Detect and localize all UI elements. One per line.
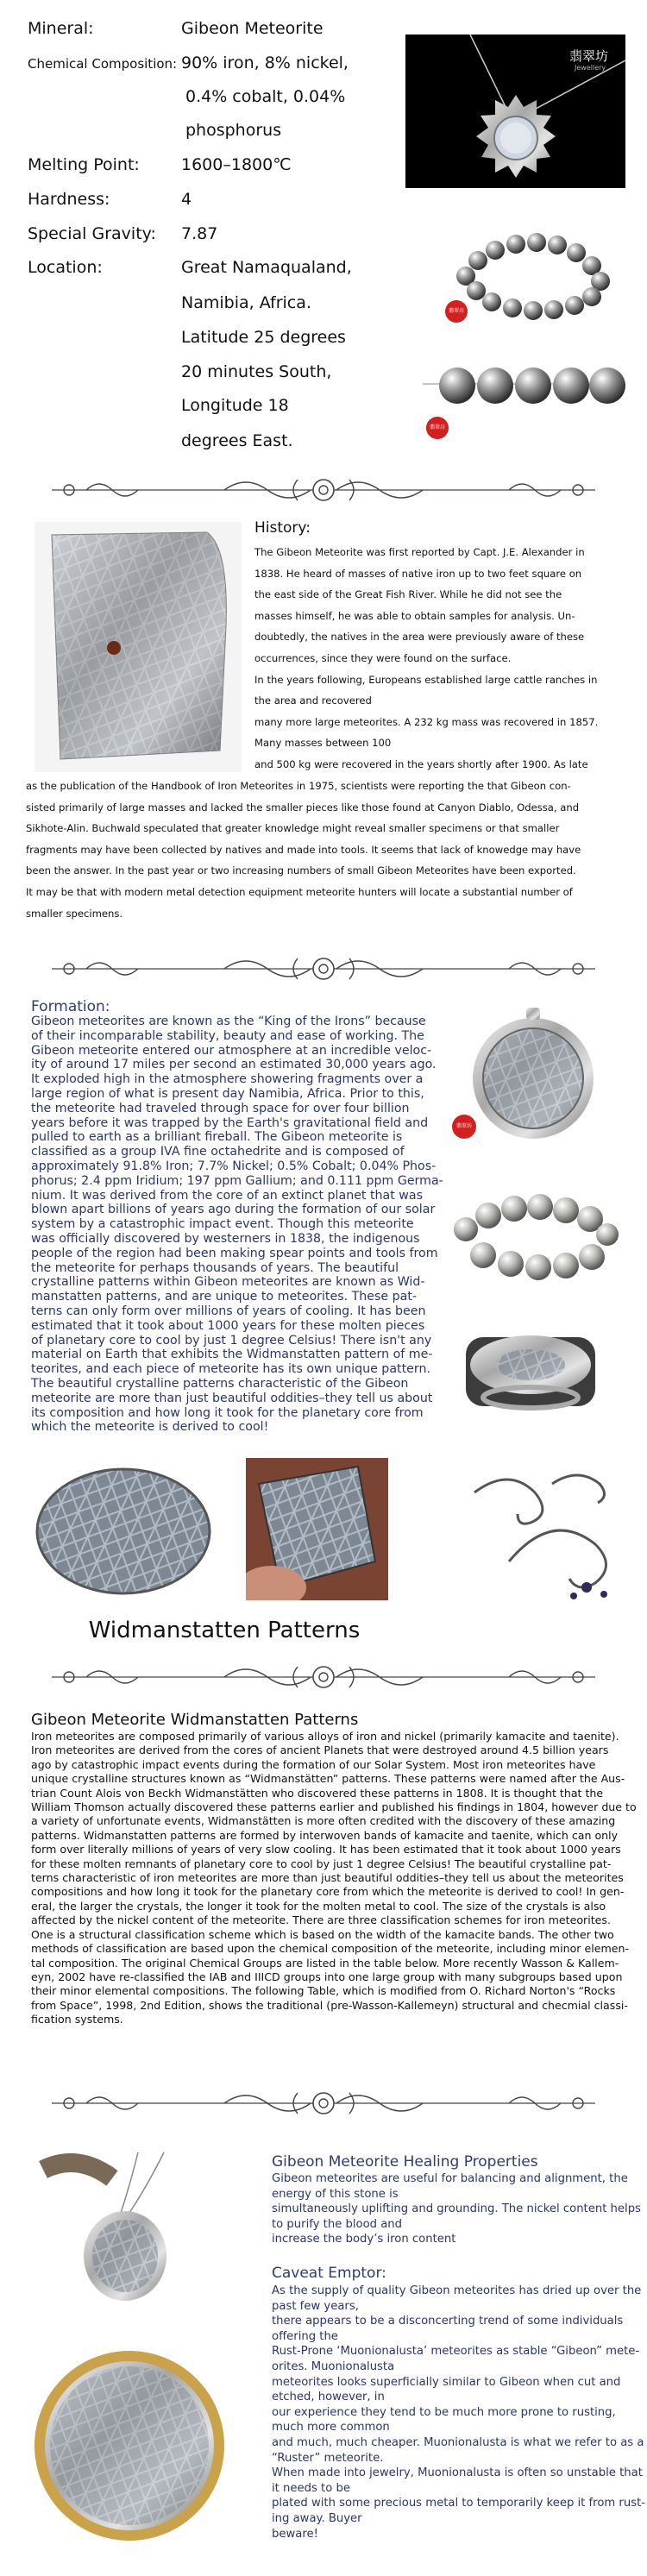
formation-text <box>31 1015 443 1435</box>
spec-value-composition-1: 90% iron, 8% nickel, <box>181 53 349 72</box>
formation-line: classified as a group IVA fine octahedrite and is composed of <box>31 1145 405 1159</box>
healing-line: simultaneously uplifting and grounding. The nickel content helps <box>272 2202 641 2216</box>
spec-label-mineral: Mineral: <box>28 19 94 38</box>
shop-stamp: 翡翠坊 <box>452 1115 476 1139</box>
history-line: occurrences, since they were found on the surface. <box>254 651 512 664</box>
formation-line: the meteorite had traveled through space for over four billion <box>31 1101 410 1115</box>
caveat-line: Rust-Prone ‘Muonionalusta’ meteorites as stable “Gibeon” mete- <box>272 2345 640 2359</box>
caveat-line: and much, much cheaper. Muonionalusta is what we refer to as a <box>272 2435 644 2449</box>
formation-line: pulled to earth as a brilliant fireball. The Gibeon meteorite is <box>31 1130 403 1145</box>
formation-line: of their incomparable stability, beauty and ease of working. The <box>31 1028 424 1043</box>
caveat-line: meteorites looks superficially similar to Gibeon when cut and <box>272 2375 621 2389</box>
widmanstatten-title: Gibeon Meteorite Widmanstatten Patterns <box>31 1711 359 1729</box>
caveat-line: As the supply of quality Gibeon meteorites has dried up over the <box>272 2284 642 2297</box>
widmanstatten-line: eral, the larger the crystals, the longer it took for the molten metal to cool. The size of the crystals is also <box>31 1899 606 1913</box>
widmanstatten-line: ago by catastrophic impact events during the formation of our Solar System. Most iron meteorites have <box>31 1757 596 1771</box>
ornament-divider <box>52 2086 595 2120</box>
formation-line: terns can only form over millions of years of cooling. It has been <box>31 1304 426 1318</box>
spec-label-melting: Melting Point: <box>28 155 140 174</box>
widmanstatten-line: tal composition. The original Chemical Groups are listed in the table below. More recently Wasson & Kallem- <box>31 1956 619 1970</box>
formation-line: Gibeon meteorites are known as the “King of the Irons” because <box>31 1015 426 1028</box>
history-line: as the publication of the Handbook of Iron Meteorites in 1975, scientists were reporting the that Gibeon con- <box>26 780 571 792</box>
oval-pendant-photo <box>26 2135 233 2312</box>
spec-value-hardness: 4 <box>181 190 192 209</box>
spec-label-hardness: Hardness: <box>28 190 110 209</box>
widmanstatten-line: their minor elemental compositions. The following Table, which is modified from O. Richard Norton's “Rocks <box>31 1984 616 1998</box>
spec-value-location-4: 20 minutes South, <box>181 362 332 381</box>
widmanstatten-line: terns characteristic of iron meteorites are more than just beautiful oddities–they tell us about the meteorites <box>31 1871 624 1885</box>
formation-line: of planetary core to cool by just 1 degree Celsius! There isn't any <box>31 1333 432 1348</box>
widmanstatten-line: One is a structural classification scheme which is based on the width of the kamacite bands. The other two <box>31 1927 614 1941</box>
caveat-line: orites. Muonionalusta <box>272 2359 395 2373</box>
formation-line: nium. It was derived from the core of an extinct planet that was <box>31 1188 423 1203</box>
formation-title: Formation: <box>31 998 110 1015</box>
widmanstatten-line: fication systems. <box>31 2013 123 2026</box>
spec-value-location-5: Longitude 18 <box>181 396 289 415</box>
history-line: In the years following, Europeans established large cattle ranches in <box>254 673 598 686</box>
widmanstatten-line: affected by the nickel content of the meteorite. There are three classification schemes for iron meteorites. <box>31 1913 611 1927</box>
formation-line: its composition and how long it took for the planetary core from <box>31 1405 424 1420</box>
bracelet-photo <box>440 216 625 328</box>
history-line: the east side of the Great Fish River. While he did not see the <box>254 588 562 601</box>
widmanstatten-line: for these molten remnants of planetary core to cool by just 1 degree Celsius! The beautiful crystalline pat- <box>31 1857 612 1870</box>
shop-logo: 翡翠坊 <box>569 48 609 64</box>
spec-value-location-3: Latitude 25 degrees <box>181 328 346 347</box>
formation-line: meteorite are more than just beautiful oddities–they tell us about <box>31 1391 433 1405</box>
formation-line: The beautiful crystalline patterns characteristic of the Gibeon <box>31 1376 409 1391</box>
caveat-line: there appears to be a disconcerting trend of some individuals <box>272 2315 624 2328</box>
beads-photo <box>423 341 625 444</box>
caveat-line: plated with some precious metal to temporarily keep it from rust- <box>272 2497 646 2510</box>
healing-title: Gibeon Meteorite Healing Properties <box>272 2153 538 2171</box>
pendant-photo <box>405 35 625 188</box>
formation-line: was officially discovered by westerners in 1838, the indigenous <box>31 1231 420 1246</box>
widmanstatten-line: unique crystalline structures known as “Widmanstätten” patterns. These patterns were named after the Aus- <box>31 1772 625 1786</box>
history-line: It may be that with modern metal detection equipment meteorite hunters will locate a substantial number of <box>26 885 573 898</box>
spec-value-location-6: degrees East. <box>181 431 293 450</box>
history-line: smaller specimens. <box>26 907 123 920</box>
formation-line: Gibeon meteorite entered our atmosphere at an incredible veloc- <box>31 1043 432 1058</box>
caveat-line: it needs to be <box>272 2481 350 2495</box>
caveat-line: “Ruster” meteorite. <box>272 2451 384 2465</box>
spec-value-location-1: Great Namaqualand, <box>181 258 352 277</box>
healing-line: increase the body’s iron content <box>272 2233 456 2246</box>
widmanstatten-text <box>31 1730 637 2027</box>
history-line: been the answer. In the past year or two increasing numbers of small Gibeon Meteorites have been exported. <box>26 864 576 877</box>
history-line: sisted primarily of large masses and lacked the smaller pieces like those found at Canyon Diablo, Odessa, and <box>26 801 580 814</box>
spec-label-gravity: Special Gravity: <box>28 224 156 243</box>
widmanstatten-line: eyn, 2002 have re-classified the IAB and IIICD groups into one large group with many subgroups based upon <box>31 1970 623 1983</box>
widmanstatten-line: from Space”, 1998, 2nd Edition, shows the traditional (pre-Wasson-Kallemeyn) structural and checmial classi- <box>31 1998 628 2012</box>
widmanstatten-line: patterns. Widmanstatten patterns are formed by interwoven bands of kamacite and taenite, which can only <box>31 1828 619 1842</box>
widmanstatten-line: methods of classification are based upon the chemical composition of the meteorite, including minor elemen- <box>31 1942 629 1956</box>
shop-logo-sub: Jewellery <box>575 64 606 72</box>
formation-line: approximately 91.8% Iron; 7.7% Nickel; 0.5% Cobalt; 0.04% Phos- <box>31 1159 437 1173</box>
history-line: many more large meteorites. A 232 kg mass was recovered in 1857. <box>254 715 599 728</box>
ornament-divider <box>52 1660 595 1694</box>
spec-value-melting: 1600–1800℃ <box>181 155 292 174</box>
spec-label-composition: Chemical Composition: <box>28 56 178 72</box>
healing-line: energy of this stone is <box>272 2187 399 2201</box>
formation-line: estimated that it took about 1000 years for these molten pieces <box>31 1318 425 1333</box>
healing-line: Gibeon meteorites are useful for balancing and alignment, the <box>272 2172 628 2185</box>
ornament-divider <box>52 952 595 986</box>
formation-line: teorites, and each piece of meteorite has its own unique pattern. <box>31 1362 430 1377</box>
history-line: the area and recovered <box>254 694 372 707</box>
widmanstatten-hand-photo <box>246 1458 388 1600</box>
caveat-line: beware! <box>272 2527 318 2541</box>
round-pendant-photo <box>449 1001 621 1152</box>
widmanstatten-slice-photo <box>30 1458 216 1600</box>
caveat-line: When made into jewelry, Muonionalusta is often so unstable that <box>272 2466 643 2480</box>
shop-stamp: 翡翠坊 <box>426 417 449 439</box>
caveat-line: offering the <box>272 2329 338 2343</box>
formation-line: the meteorite for perhaps thousands of years. The beautiful <box>31 1260 399 1275</box>
widmanstatten-heading: Widmanstatten Patterns <box>88 1618 361 1643</box>
history-line: masses himself, he was able to obtain samples for analysis. Un- <box>254 609 575 622</box>
widmanstatten-line: trian Count Alois von Beckh Widmanstätten who discovered these patterns in 1808. It is thought that the <box>31 1786 604 1800</box>
healing-line: to purify the blood and <box>272 2217 403 2231</box>
formation-line: large region of what is present day Namibia, Africa. Prior to this, <box>31 1086 424 1101</box>
history-title: History: <box>254 519 311 537</box>
large-round-pendant-photo <box>26 2329 233 2562</box>
formation-line: It exploded high in the atmosphere showering fragments over a <box>31 1072 424 1087</box>
swirl-ornament <box>457 1458 625 1609</box>
history-line: doubtedly, the natives in the area were previously aware of these <box>254 631 585 644</box>
formation-line: system by a catastrophic impact event. Though this meteorite <box>31 1217 414 1232</box>
caveat-title: Caveat Emptor: <box>272 2265 386 2282</box>
spec-value-gravity: 7.87 <box>181 224 218 243</box>
caveat-line: etched, however, in <box>272 2391 385 2404</box>
widmanstatten-line: William Thomson actually discovered these patterns earlier and published his findings in 1804, however due to <box>31 1800 637 1814</box>
formation-line: manstatten patterns, and are unique to meteorites. These pat- <box>31 1290 418 1304</box>
history-line: Many masses between 100 <box>254 737 392 750</box>
history-line: The Gibeon Meteorite was first reported by Capt. J.E. Alexander in <box>254 546 585 558</box>
history-text-full <box>26 776 581 924</box>
history-line: 1838. He heard of masses of native iron up to two feet square on <box>254 567 582 580</box>
caveat-line: past few years, <box>272 2299 359 2313</box>
widmanstatten-line: form over literally millions of years of very slow cooling. It has been estimated that it took about 1000 years <box>31 1843 621 1857</box>
widmanstatten-line: Iron meteorites are composed primarily of various alloys of iron and nickel (primarily kamacite and taenite). <box>31 1730 619 1743</box>
widmanstatten-line: a variety of unfortunate events, Widmanstätten is more often credited with the discovery of these amazing <box>31 1814 616 1828</box>
ring-photo <box>449 1311 621 1423</box>
formation-line: years before it was trapped by the Earth's gravitational field and <box>31 1115 429 1130</box>
formation-line: phorus; 2.4 ppm Iridium; 197 ppm Gallium; and 0.111 ppm Germa- <box>31 1173 443 1188</box>
widmanstatten-line: compositions and how long it took for the planetary core from which the meteorite is derived to cool! In gen- <box>31 1885 625 1899</box>
shop-stamp: 翡翠坊 <box>445 300 468 323</box>
formation-line: people of the region had been making spear points and tools from <box>31 1246 438 1260</box>
history-line: Sikhote-Alin. Buchwald speculated that greater knowledge might reveal smaller specimens or that smaller <box>26 822 560 835</box>
caveat-line: ing away. Buyer <box>272 2511 362 2525</box>
formation-line: ity of around 17 miles per second an estimated 30,000 years ago. <box>31 1058 437 1072</box>
spec-value-composition-3: phosphorus <box>185 121 282 140</box>
history-line: fragments may have been collected by natives and made into tools. It seems that lack of knowedge may have <box>26 843 581 856</box>
caveat-line: our experience they tend to be much more prone to rusting, <box>272 2405 616 2419</box>
caveat-text <box>272 2284 645 2541</box>
spec-label-location: Location: <box>28 258 103 277</box>
spec-value-location-2: Namibia, Africa. <box>181 293 311 312</box>
formation-line: crystalline patterns within Gibeon meteorites are known as Wid- <box>31 1275 425 1290</box>
history-text-column <box>254 542 598 776</box>
ornament-divider <box>52 473 595 507</box>
formation-line: which the meteorite is derived to cool! <box>31 1420 269 1435</box>
formation-line: material on Earth that exhibits the Widmanstatten pattern of me- <box>31 1348 433 1362</box>
formation-line: blown apart billions of years ago during the formation of our solar <box>31 1203 436 1217</box>
spec-value-mineral: Gibeon Meteorite <box>181 19 324 38</box>
meteorite-slice-photo <box>35 522 242 772</box>
history-line: and 500 kg were recovered in the years shortly after 1900. As late <box>254 757 588 770</box>
widmanstatten-line: Iron meteorites are derived from the cores of ancient Planets that were destroyed around 4.5 billion years <box>31 1744 609 1757</box>
healing-text <box>272 2171 641 2247</box>
pearl-bracelet-photo <box>449 1178 621 1294</box>
spec-value-composition-2: 0.4% cobalt, 0.04% <box>185 87 346 106</box>
caveat-line: much more common <box>272 2421 390 2435</box>
